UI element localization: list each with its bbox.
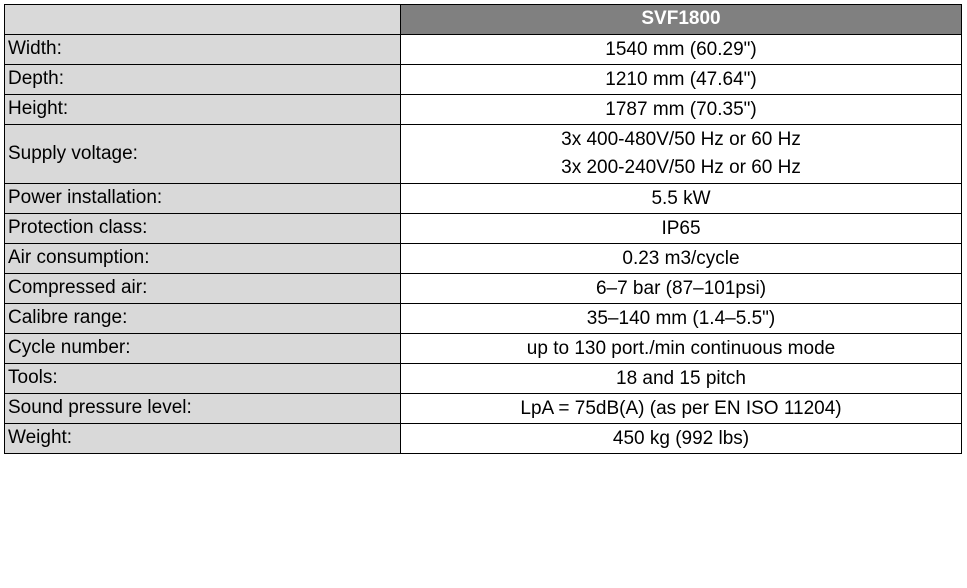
table-row [5, 244, 962, 274]
row-value [401, 184, 962, 214]
table-row [5, 125, 962, 184]
row-label: Width: [5, 35, 401, 65]
table-row [5, 364, 962, 394]
row-value [401, 364, 962, 394]
row-value [401, 424, 962, 454]
row-value-line: 0.23 m3/cycle [622, 247, 740, 269]
table-row [5, 424, 962, 454]
row-value [401, 35, 962, 65]
row-label: Tools: [5, 364, 401, 394]
row-label: Height: [5, 95, 401, 125]
row-label: Cycle number: [5, 334, 401, 364]
row-label: Compressed air: [5, 274, 401, 304]
row-value-line: 1540 mm (60.29") [605, 38, 757, 60]
row-value-line: 3x 200-240V/50 Hz or 60 Hz [561, 157, 801, 178]
row-value-line: up to 130 port./min continuous mode [526, 337, 836, 359]
table-row [5, 214, 962, 244]
row-value [401, 274, 962, 304]
table-row [5, 304, 962, 334]
row-value-line: 3x 400-480V/50 Hz or 60 Hz [561, 129, 801, 150]
row-value-line: 1787 mm (70.35") [605, 98, 757, 120]
row-label: Calibre range: [5, 304, 401, 334]
row-value [401, 65, 962, 95]
table-row [5, 95, 962, 125]
header-label-cell [5, 5, 401, 35]
row-value [401, 244, 962, 274]
row-label: Air consumption: [5, 244, 401, 274]
row-value [401, 95, 962, 125]
row-value [401, 125, 962, 184]
header-model-cell: SVF1800 [401, 5, 962, 35]
table-row [5, 394, 962, 424]
row-value-line: 35–140 mm (1.4–5.5") [586, 307, 776, 329]
row-value-line: 18 and 15 pitch [616, 367, 746, 389]
row-value [401, 304, 962, 334]
row-value [401, 334, 962, 364]
table-row [5, 334, 962, 364]
table-row [5, 184, 962, 214]
table-row [5, 274, 962, 304]
row-value [401, 394, 962, 424]
row-label: Power installation: [5, 184, 401, 214]
row-value-line: 6–7 bar (87–101psi) [595, 277, 767, 299]
table-header-row [5, 5, 962, 35]
row-value [401, 214, 962, 244]
row-label: Protection class: [5, 214, 401, 244]
row-label: Depth: [5, 65, 401, 95]
row-value-line: 450 kg (992 lbs) [612, 427, 750, 449]
table-row [5, 65, 962, 95]
row-value-line: 5.5 kW [651, 187, 711, 209]
row-value-line: 1210 mm (47.64") [605, 68, 757, 90]
row-label: Supply voltage: [5, 125, 401, 184]
row-value-line: IP65 [661, 217, 701, 239]
row-label: Sound pressure level: [5, 394, 401, 424]
spec-table [4, 4, 962, 454]
row-label: Weight: [5, 424, 401, 454]
table-row [5, 35, 962, 65]
row-value-line: LpA = 75dB(A) (as per EN ISO 11204) [520, 397, 842, 419]
